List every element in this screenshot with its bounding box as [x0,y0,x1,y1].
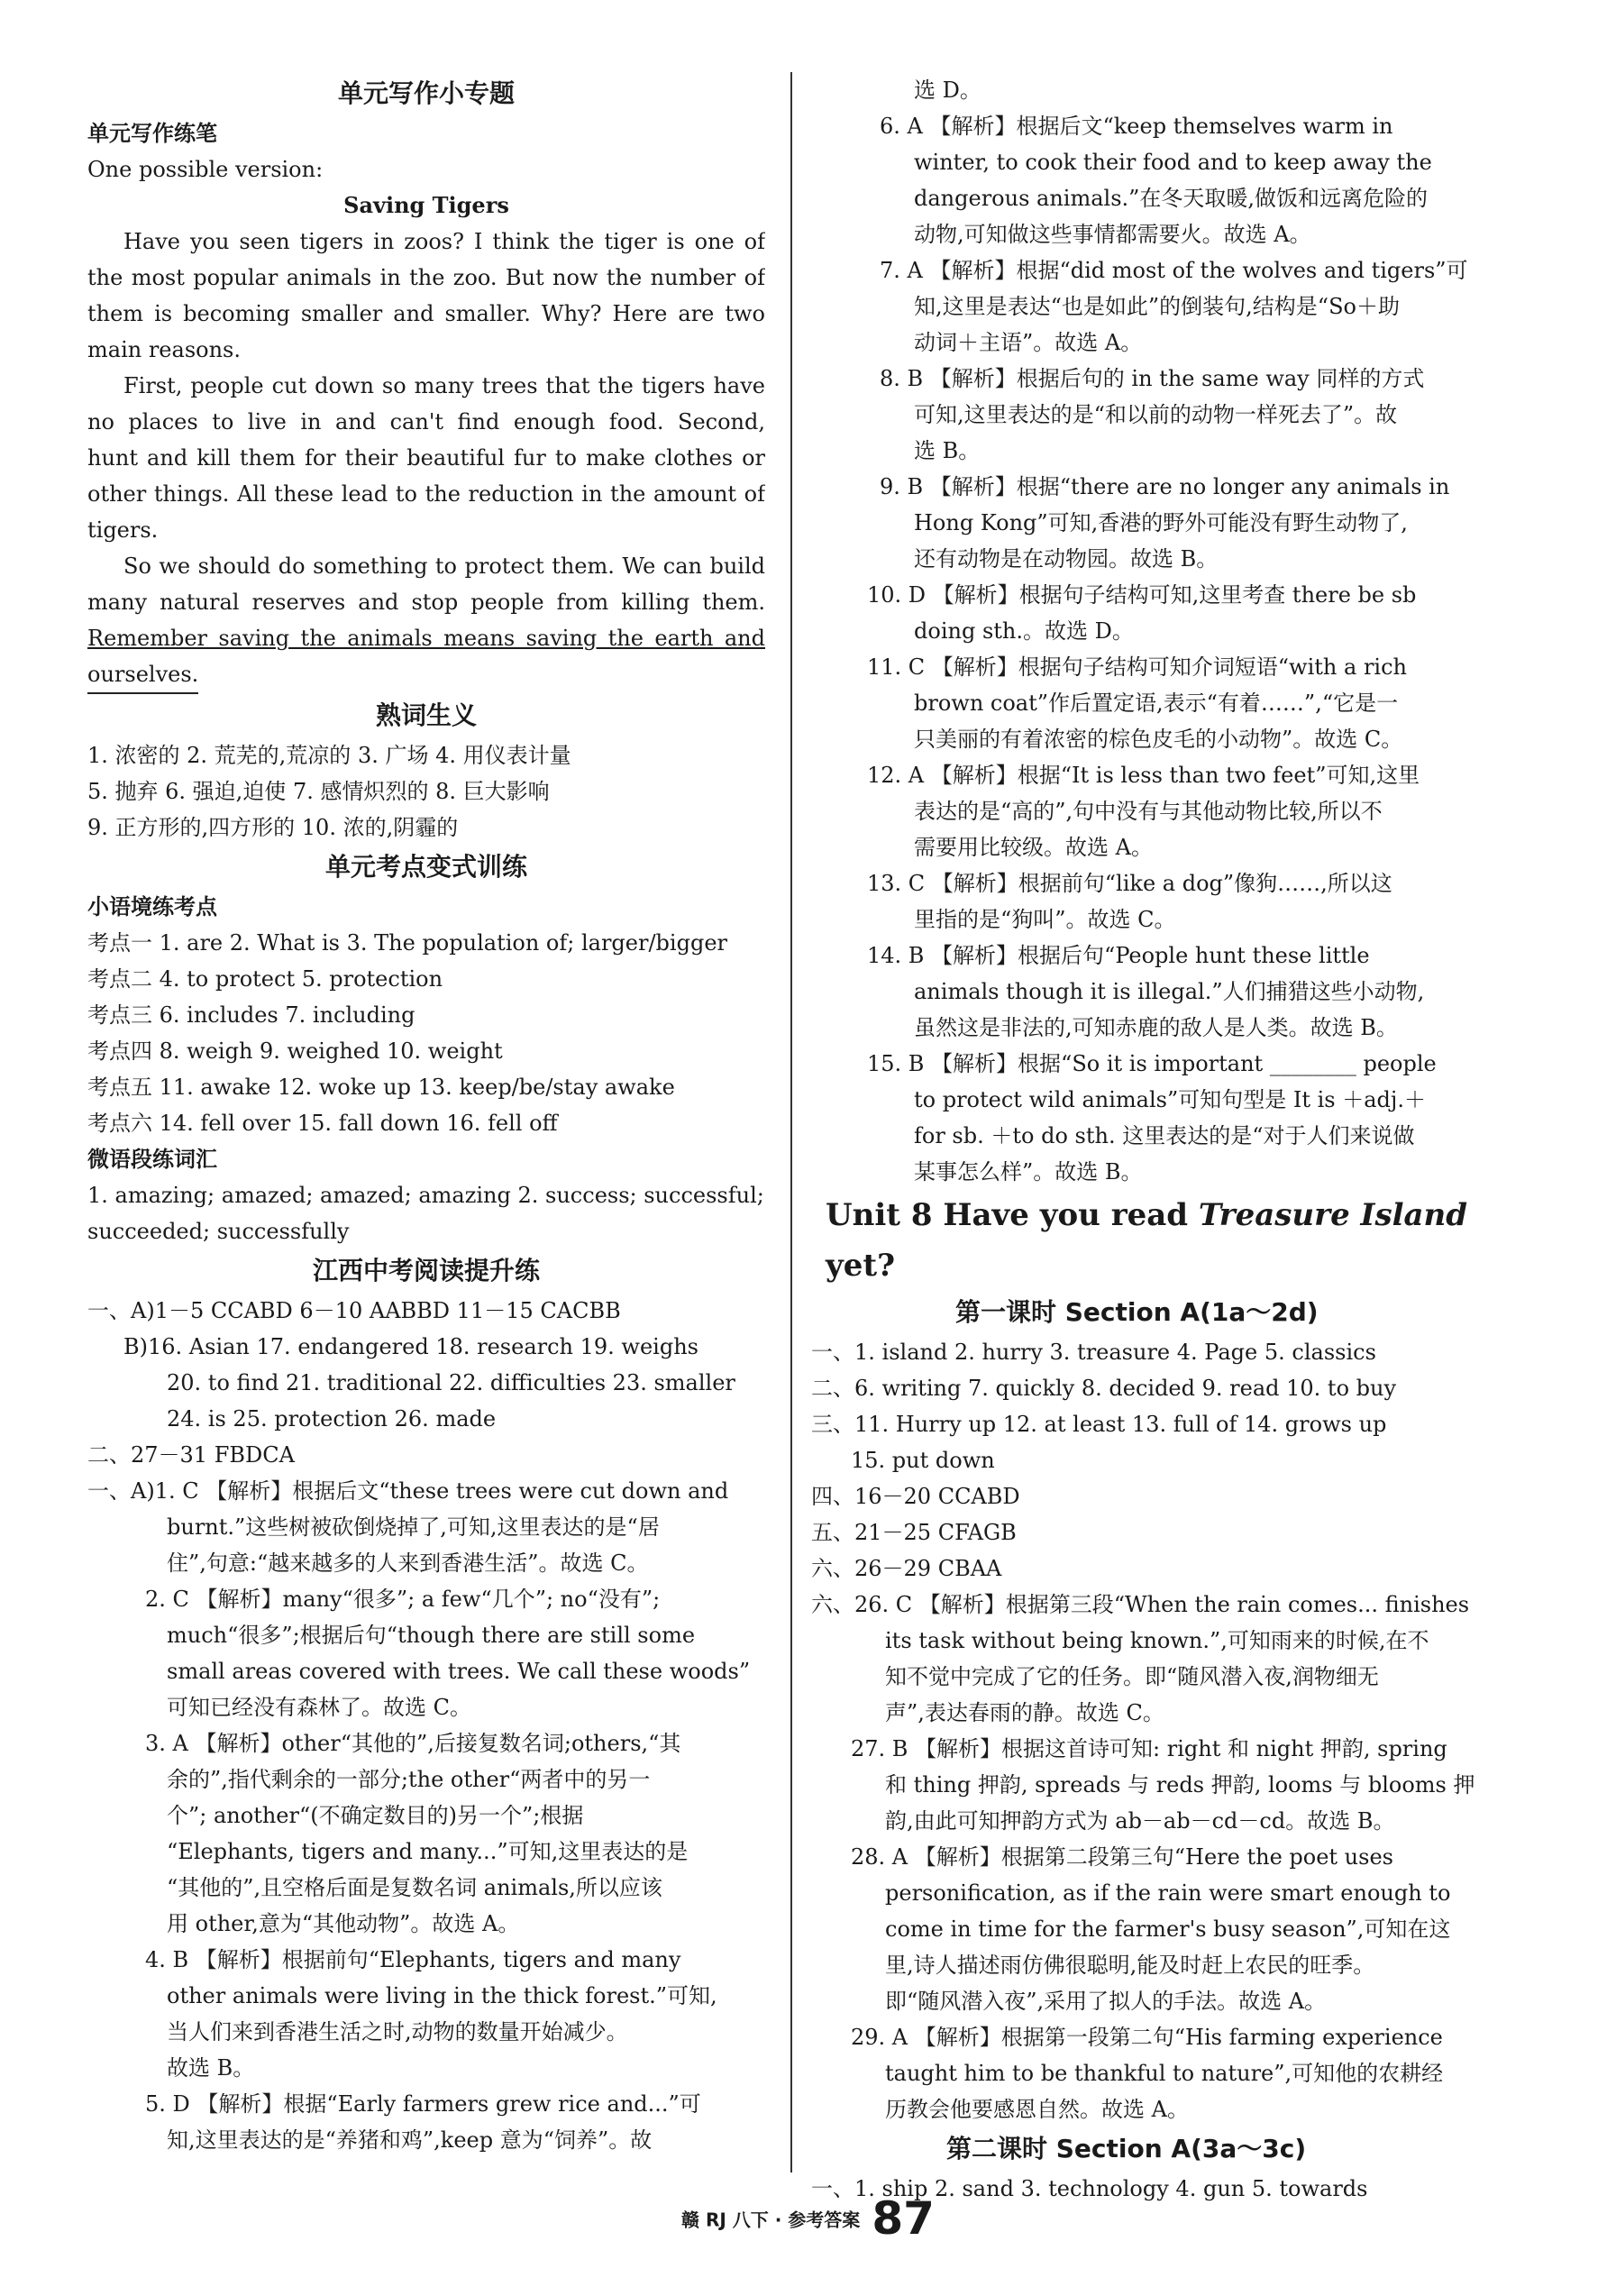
analysis-line: 5. D 【解析】根据“Early farmers grew rice and...”可 [145,2091,701,2117]
lesson1-line: 二、6. writing 7. quickly 8. decided 9. read 10. to buy [811,1376,1397,1401]
answer-line: 9. B 【解析】根据“there are no longer any animals in [880,474,1450,499]
footer-label: 赣 RJ 八下 · 参考答案 [681,2209,861,2231]
lesson1-analysis-line: 历教会他要感恩自然。故选 A。 [885,2097,1189,2122]
answer-line: 15. B 【解析】根据“So it is important ________ people [867,1051,1437,1076]
answer-line: 选 D。 [914,78,981,103]
unit-heading [811,1190,1493,1291]
section-title-reading: 江西中考阅读提升练 [312,1256,540,1285]
right-column [811,72,1493,2207]
essay-line-underlined: ourselves. [87,656,198,694]
section-title-writing: 单元写作小专题 [337,78,515,108]
reading-line: 20. to find 21. traditional 22. difficulties 23. smaller [167,1370,735,1395]
page-number: 87 [872,2192,935,2245]
answer-line: 11. C 【解析】根据句子结构可知介词短语“with a rich [867,654,1407,680]
section-title-vocab: 熟词生义 [375,700,477,730]
essay-line: Have you seen tigers in zoos? I think the tiger is one of [123,229,765,254]
essay-line: them is becoming smaller and smaller. Why? Here are two [87,301,765,326]
reading-line: 24. is 25. protection 26. made [167,1406,497,1432]
lesson1-line: 一、1. island 2. hurry 3. treasure 4. Page 5. classics [811,1340,1376,1365]
column-divider [790,72,792,2173]
vocab-line: 9. 正方形的,四方形的 10. 浓的,阴霾的 [87,815,459,840]
essay-line: hunt and kill them for their beautiful fur to make clothes or [87,445,765,471]
answer-line: 表达的是“高的”,句中没有与其他动物比较,所以不 [914,799,1383,824]
unit-heading-suffix: yet? [826,1248,896,1284]
answer-line: 8. B 【解析】根据后句的 in the same way 同样的方式 [880,366,1425,391]
analysis-line: 故选 B。 [167,2055,255,2081]
answer-line: 需要用比较级。故选 A。 [914,835,1153,860]
lesson1-analysis-line: 六、26. C 【解析】根据第三段“When the rain comes... finishes [811,1592,1470,1617]
lesson1-analysis-line: personification, as if the rain were smart enough to [885,1880,1451,1906]
answer-line: 还有动物是在动物园。故选 B。 [914,546,1219,572]
answer-line: 可知,这里表达的是“和以前的动物一样死去了”。故 [914,402,1398,427]
writing-practice-label: 单元写作练笔 [87,121,217,146]
lesson1-line: 五、21－25 CFAGB [811,1520,1017,1545]
answer-line: 7. A 【解析】根据“did most of the wolves and tigers”可 [880,258,1468,283]
answer-line: to protect wild animals”可知句型是 It is ＋adj.＋ [914,1087,1426,1112]
answer-line: animals though it is illegal.”人们捕猎这些小动物, [914,979,1425,1004]
analysis-line: 个”; another“(不确定数目的)另一个”;根据 [167,1803,584,1828]
essay-line: many natural reserves and stop people from killing them. [87,590,765,615]
answer-line: 里指的是“狗叫”。故选 C。 [914,907,1176,932]
answer-line: 知,这里是表达“也是如此”的倒装句,结构是“So＋助 [914,294,1400,319]
analysis-line: 知,这里表达的是“养猪和鸡”,keep 意为“饲养”。故 [167,2127,653,2153]
sub-label-paragraph: 微语段练词汇 [87,1147,217,1172]
section-title-unit-test: 单元考点变式训练 [324,852,527,882]
essay-line-underlined: Remember saving the animals means saving the earth and [87,626,765,651]
kaodian-line: 考点三 6. includes 7. including [87,1002,415,1028]
answer-line: 虽然这是非法的,可知赤鹿的敌人是人类。故选 B。 [914,1015,1398,1040]
analysis-line: 可知已经没有森林了。故选 C。 [167,1695,471,1720]
answer-line: 某事怎么样”。故选 B。 [914,1159,1143,1185]
weiyu-line: 1. amazing; amazed; amazed; amazing 2. success; successful; [87,1183,764,1208]
lesson1-analysis-line: 27. B 【解析】根据这首诗可知: right 和 night 押韵, spring [851,1736,1447,1761]
unit-heading-book-title: Treasure Island [1198,1197,1468,1233]
lesson1-analysis-line: 知不觉中完成了它的任务。即“随风潜入夜,润物细无 [885,1664,1379,1689]
answer-line: 10. D 【解析】根据句子结构可知,这里考查 there be sb [867,582,1417,608]
lesson1-line: 三、11. Hurry up 12. at least 13. full of 14. grows up [811,1412,1387,1437]
answer-line: 12. A 【解析】根据“It is less than two feet”可知,这里 [867,763,1420,788]
analysis-line: 用 other,意为“其他动物”。故选 A。 [167,1911,520,1936]
kaodian-line: 考点一 1. are 2. What is 3. The population of; larger/bigger [87,930,727,956]
answer-line: 选 B。 [914,438,981,463]
essay-line: tigers. [87,517,159,543]
essay-line: First, people cut down so many trees that the tigers have [123,373,765,398]
lesson1-analysis-line: 韵,由此可知押韵方式为 ab－ab－cd－cd。故选 B。 [885,1808,1395,1834]
analysis-line: small areas covered with trees. We call these woods” [167,1659,751,1684]
analysis-line: much“很多”;根据后句“though there are still some [167,1623,696,1648]
essay-body [87,224,765,694]
weiyu-line: succeeded; successfully [87,1219,350,1244]
answer-line: 14. B 【解析】根据后句“People hunt these little [867,943,1370,968]
essay-line: the most popular animals in the zoo. But now the number of [87,265,765,290]
analysis-line: 住”,句意:“越来越多的人来到香港生活”。故选 C。 [167,1550,649,1576]
analysis-line: other animals were living in the thick forest.”可知, [167,1983,717,2008]
answer-line: brown coat”作后置定语,表示“有着……”,“它是一 [914,691,1399,716]
lesson1-analysis-line: its task without being known.”,可知雨来的时候,在不 [885,1628,1429,1653]
analysis-line: “Elephants, tigers and many...”可知,这里表达的是 [167,1839,689,1864]
analysis-line: 余的”,指代剩余的一部分;the other“两者中的另一 [167,1767,651,1792]
lesson1-analysis-line: 28. A 【解析】根据第二段第三句“Here the poet uses [851,1844,1393,1870]
answer-line: dangerous animals.”在冬天取暖,做饭和远离危险的 [914,186,1429,211]
analysis-line: 2. C 【解析】many“很多”; a few“几个”; no“没有”; [145,1587,661,1612]
analysis-line: 3. A 【解析】other“其他的”,后接复数名词;others,“其 [145,1731,681,1756]
kaodian-line: 考点六 14. fell over 15. fall down 16. fell off [87,1111,558,1136]
lesson1-line: 15. put down [851,1448,995,1473]
lesson2-title: 第二课时 Section A(3a～3c) [946,2134,1307,2163]
answer-line: 6. A 【解析】根据后文“keep themselves warm in [880,114,1393,139]
lesson1-analysis-line: 和 thing 押韵, spreads 与 reds 押韵, looms 与 blooms 押 [885,1772,1475,1797]
lesson1-analysis-line: come in time for the farmer's busy season”,可知在这 [885,1916,1451,1942]
lesson1-analysis-line: 里,诗人描述雨仿佛很聪明,能及时赶上农民的旺季。 [885,1953,1375,1978]
lesson2-line: 一、1. ship 2. sand 3. technology 4. gun 5. towards [811,2176,1368,2201]
analysis-line: 4. B 【解析】根据前句“Elephants, tigers and many [145,1947,681,1972]
essay-title: Saving Tigers [343,192,509,218]
version-label: One possible version: [87,157,324,182]
lesson1-analysis-line: 即“随风潜入夜”,采用了拟人的手法。故选 A。 [885,1989,1327,2014]
analysis-line: 一、A)1. C 【解析】根据后文“these trees were cut down and [87,1478,729,1504]
lesson1-analysis-line: 声”,表达春雨的静。故选 C。 [885,1700,1164,1725]
kaodian-line: 考点四 8. weigh 9. weighed 10. weight [87,1038,503,1064]
essay-line: no places to live in and can't find enough food. Second, [87,409,765,435]
answer-line: 动词＋主语”。故选 A。 [914,330,1143,355]
analysis-line: 当人们来到香港生活之时,动物的数量开始减少。 [167,2019,628,2044]
lesson1-line: 四、16－20 CCABD [811,1484,1020,1509]
reading-line: 二、27－31 FBDCA [87,1442,295,1468]
unit-heading-prefix: Unit 8 Have you read [826,1197,1199,1233]
lesson1-title: 第一课时 Section A(1a～2d) [955,1297,1319,1327]
answer-line: 只美丽的有着浓密的棕色皮毛的小动物”。故选 C。 [914,727,1403,752]
essay-line: So we should do something to protect them. We can build [123,553,765,579]
lesson1-line: 六、26－29 CBAA [811,1556,1002,1581]
reading-line: 一、A)1－5 CCABD 6－10 AABBD 11－15 CACBB [87,1298,621,1323]
answer-line: for sb. ＋to do sth. 这里表达的是“对于人们来说做 [914,1123,1415,1148]
answer-line: 13. C 【解析】根据前句“like a dog”像狗……,所以这 [867,871,1392,896]
kaodian-line: 考点二 4. to protect 5. protection [87,966,443,992]
reading-line: B)16. Asian 17. endangered 18. research 19. weighs [123,1334,698,1359]
lesson1-analysis-line: taught him to be thankful to nature”,可知他的农耕经 [885,2061,1444,2086]
answer-line: winter, to cook their food and to keep away the [914,150,1432,175]
answer-line: 动物,可知做这些事情都需要火。故选 A。 [914,222,1311,247]
answer-line: doing sth.。故选 D。 [914,618,1134,644]
analysis-line: “其他的”,且空格后面是复数名词 animals,所以应该 [167,1875,662,1900]
answer-line: Hong Kong”可知,香港的野外可能没有野生动物了, [914,510,1408,535]
essay-line: main reasons. [87,337,241,362]
vocab-line: 5. 抛弃 6. 强迫,迫使 7. 感情炽烈的 8. 巨大影响 [87,779,550,804]
lesson1-analysis-line: 29. A 【解析】根据第一段第二句“His farming experience [851,2025,1443,2050]
kaodian-line: 考点五 11. awake 12. woke up 13. keep/be/stay awake [87,1075,675,1100]
page-footer [0,2192,1616,2245]
vocab-line: 1. 浓密的 2. 荒芜的,荒凉的 3. 广场 4. 用仪表计量 [87,743,571,768]
analysis-line: burnt.”这些树被砍倒烧掉了,可知,这里表达的是“居 [167,1514,660,1540]
left-column [87,72,765,2158]
sub-label-context: 小语境练考点 [87,894,217,919]
essay-line: other things. All these lead to the reduction in the amount of [87,481,765,507]
